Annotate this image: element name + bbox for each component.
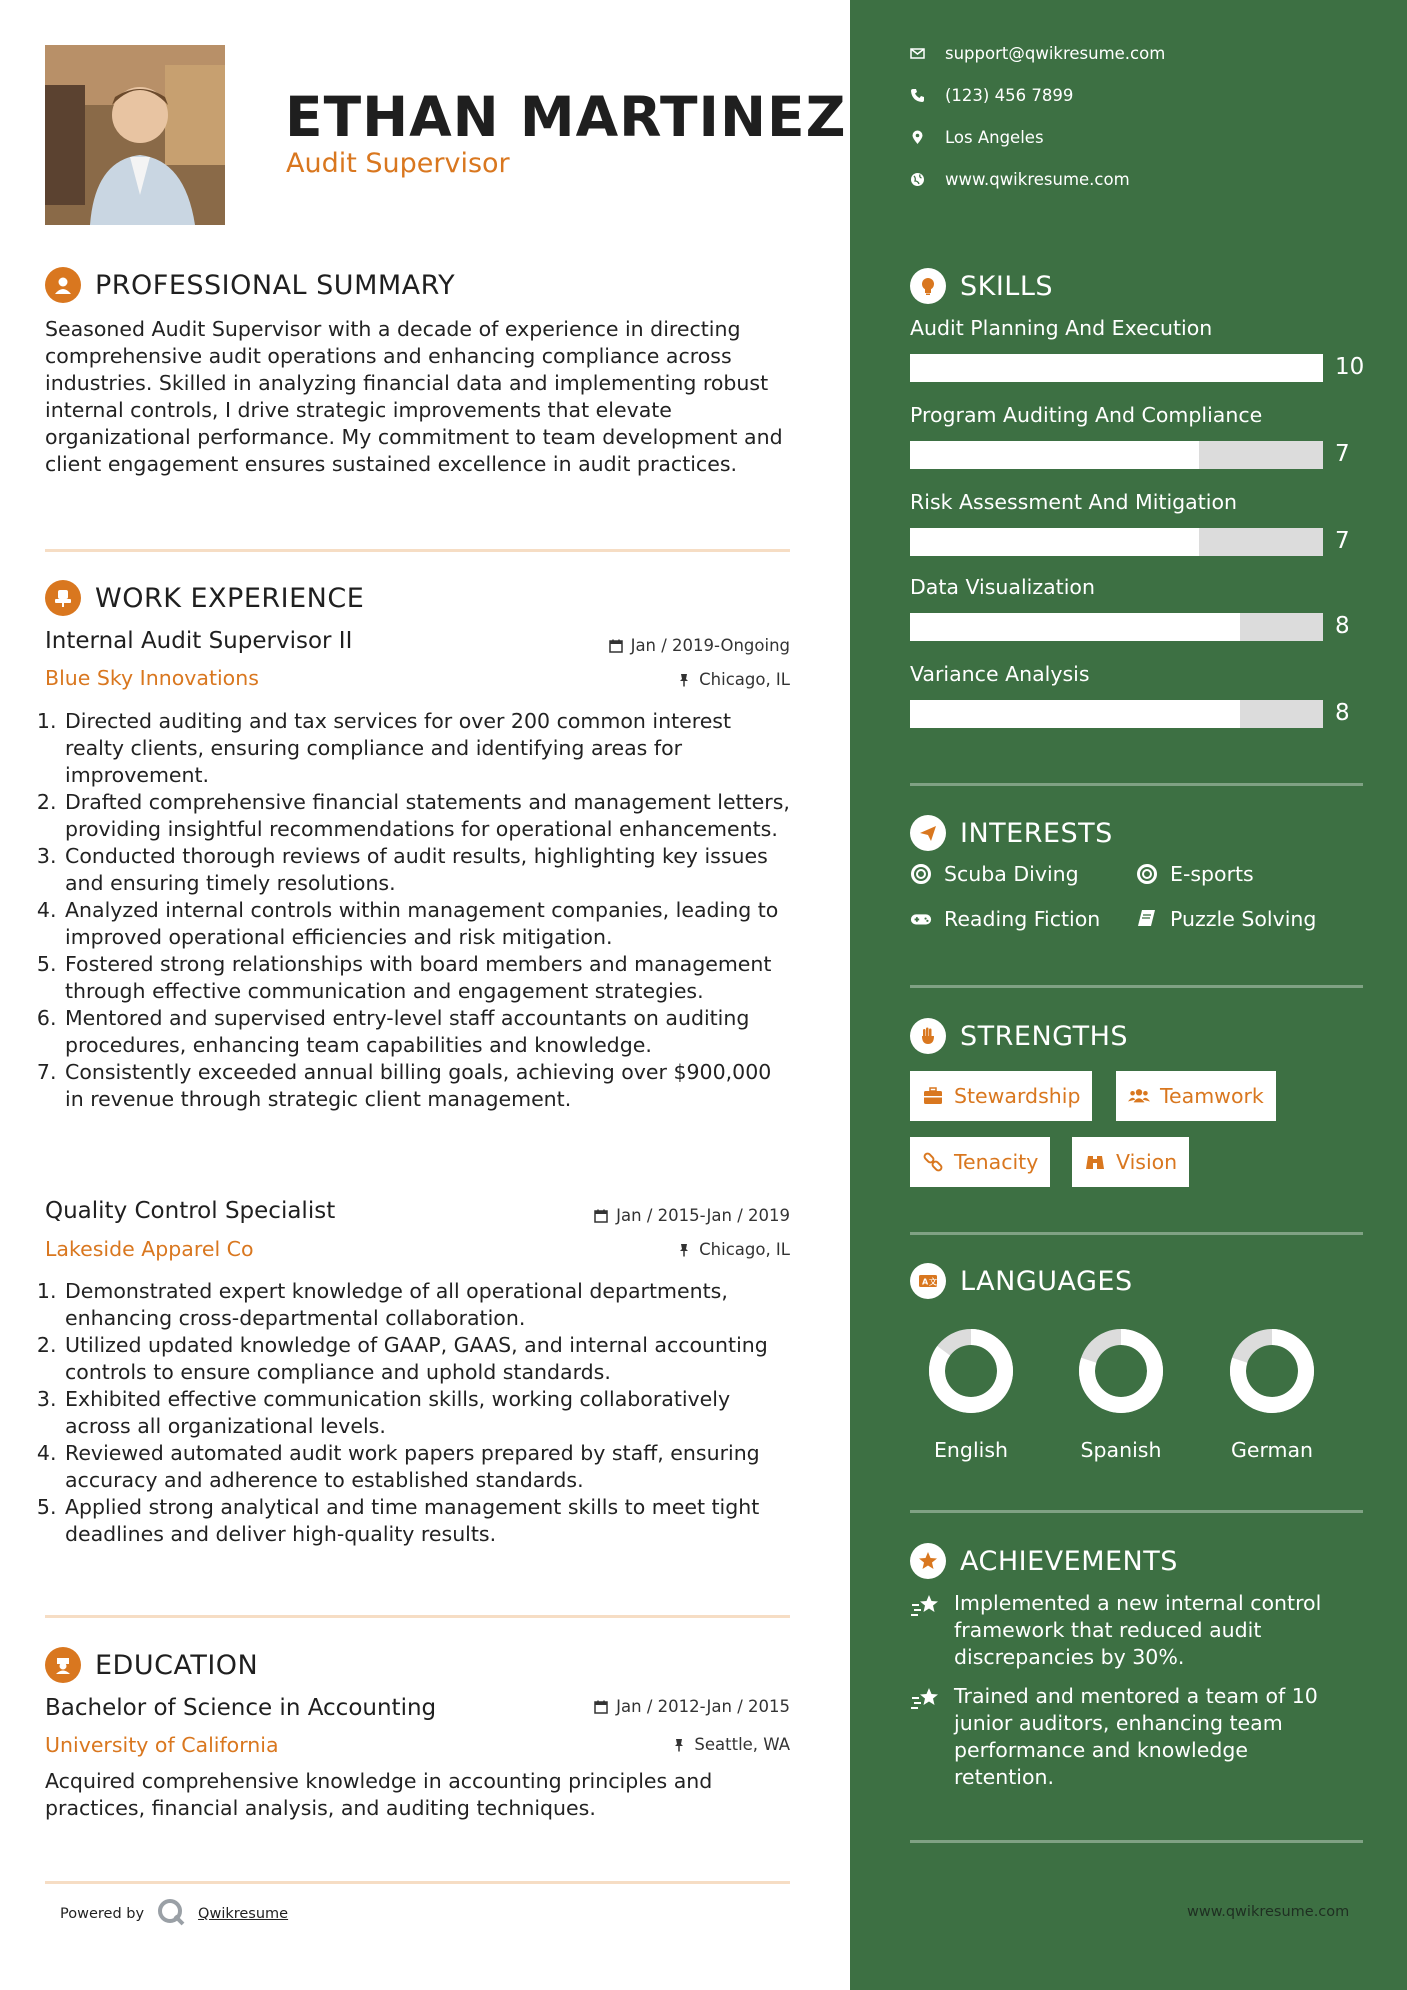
- lifebuoy-icon: [1136, 863, 1158, 885]
- briefcase-icon: [922, 1085, 944, 1107]
- section-title: ACHIEVEMENTS: [960, 1545, 1178, 1577]
- skill-bar: [910, 700, 1323, 728]
- skill-bar-fill: [910, 700, 1240, 728]
- interest-label: Reading Fiction: [944, 907, 1101, 931]
- list-item: 2. Drafted comprehensive financial statements and management letters, providing insightful recommendations for operational enhancements.: [63, 789, 790, 843]
- language-name: English: [933, 1438, 1009, 1462]
- education-description: Acquired comprehensive knowledge in accounting principles and practices, financial analysis, and auditing techniques.: [45, 1769, 713, 1820]
- strength-chip: [910, 1071, 1092, 1121]
- section-title: SKILLS: [960, 270, 1054, 302]
- strength-label: Stewardship: [954, 1084, 1081, 1108]
- skill-bar: [910, 354, 1323, 382]
- strength-chip: [1072, 1137, 1189, 1187]
- achievement-item: [910, 1683, 1350, 1791]
- language-ring: [928, 1328, 1014, 1414]
- lightbulb-icon: [910, 268, 946, 304]
- skill-bar-fill: [910, 354, 1323, 382]
- achievements-heading: [910, 1543, 1178, 1579]
- candidate-name: ETHAN MARTINEZ: [285, 85, 847, 149]
- job-bullets: [45, 1278, 790, 1548]
- skill-bar: [910, 613, 1323, 641]
- strength-chip: [910, 1137, 1050, 1187]
- list-item: 2. Utilized updated knowledge of GAAP, GAAS, and internal accounting controls to ensure compliance and uphold standards.: [63, 1332, 790, 1386]
- calendar-icon: [594, 1209, 608, 1223]
- location-text: Chicago, IL: [699, 670, 790, 689]
- skill-bar-fill: [910, 441, 1199, 469]
- qwikresume-logo-icon: [156, 1897, 186, 1931]
- job-dates: [594, 1206, 790, 1225]
- svg-text:A: A: [922, 1277, 929, 1287]
- date-range: Jan / 2015-Jan / 2019: [616, 1206, 790, 1225]
- shooting-star-icon: [910, 1593, 942, 1671]
- job-dates: [609, 636, 790, 655]
- phone-icon: [910, 88, 925, 103]
- powered-by-label: Powered by: [60, 1906, 145, 1922]
- contact-location: [910, 128, 1044, 147]
- envelope-icon: [910, 46, 925, 61]
- strength-chip: [1116, 1071, 1276, 1121]
- skill-level: 7: [1335, 441, 1350, 467]
- gamepad-icon: [910, 908, 932, 930]
- list-item: 5. Fostered strong relationships with board members and management through effective communication and engagement strategies.: [63, 951, 790, 1005]
- job-location: [677, 1240, 790, 1259]
- lifebuoy-icon: [910, 863, 932, 885]
- website-link[interactable]: www.qwikresume.com: [945, 170, 1130, 189]
- section-divider: [45, 1881, 790, 1884]
- list-item: 1. Directed auditing and tax services for over 200 common interest realty clients, ensuring compliance and identifying areas for improvement.: [63, 708, 790, 789]
- paper-plane-icon: [910, 815, 946, 851]
- interest-label: Puzzle Solving: [1170, 907, 1317, 931]
- skill-name: Audit Planning And Execution: [910, 316, 1213, 340]
- list-item: 3. Exhibited effective communication skills, working collaboratively across all organizational levels.: [63, 1386, 790, 1440]
- skill-level: 10: [1335, 354, 1365, 380]
- skill-bar-fill: [910, 613, 1240, 641]
- location-text: Seattle, WA: [694, 1735, 790, 1754]
- language-ring: [1078, 1328, 1164, 1414]
- section-title: WORK EXPERIENCE: [95, 582, 365, 614]
- skills-heading: [910, 268, 1053, 304]
- skill-bar-fill: [910, 528, 1199, 556]
- section-title: LANGUAGES: [960, 1265, 1133, 1297]
- language-item: [1197, 1328, 1347, 1462]
- education-location: [672, 1735, 790, 1754]
- phone-text: (123) 456 7899: [945, 86, 1074, 105]
- job-bullets: [45, 708, 790, 1113]
- interest-item: [910, 907, 1100, 931]
- strengths-heading: [910, 1018, 1128, 1054]
- contact-phone: [910, 86, 1073, 105]
- section-title: INTERESTS: [960, 817, 1113, 849]
- list-item: 3. Conducted thorough reviews of audit results, highlighting key issues and ensuring timely resolutions.: [63, 843, 790, 897]
- pin-icon: [677, 673, 691, 687]
- strength-label: Teamwork: [1160, 1084, 1264, 1108]
- interest-item: [1136, 907, 1316, 931]
- education-heading: [45, 1647, 258, 1683]
- language-name: German: [1230, 1438, 1314, 1462]
- brand-link[interactable]: Qwikresume: [198, 1906, 289, 1922]
- list-item: 4. Reviewed automated audit work papers prepared by staff, ensuring accuracy and adherence to established standards.: [63, 1440, 790, 1494]
- interest-label: Scuba Diving: [944, 862, 1079, 886]
- email-text: support@qwikresume.com: [945, 44, 1166, 63]
- section-title: EDUCATION: [95, 1649, 259, 1681]
- strength-label: Tenacity: [954, 1150, 1039, 1174]
- section-title: STRENGTHS: [960, 1020, 1129, 1052]
- date-range: Jan / 2019-Ongoing: [630, 636, 790, 655]
- hand-icon: [910, 1018, 946, 1054]
- pin-icon: [672, 1738, 686, 1752]
- skill-name: Variance Analysis: [910, 662, 1090, 686]
- company-name: Blue Sky Innovations: [45, 666, 259, 690]
- section-divider: [910, 1232, 1363, 1235]
- section-divider: [910, 1840, 1363, 1843]
- list-item: 6. Mentored and supervised entry-level staff accountants on auditing procedures, enhancing team capabilities and knowledge.: [63, 1005, 790, 1059]
- interests-heading: [910, 815, 1113, 851]
- strength-label: Vision: [1116, 1150, 1178, 1174]
- graduate-icon: [45, 1647, 81, 1683]
- experience-heading: [45, 580, 364, 616]
- interest-label: E-sports: [1170, 862, 1254, 886]
- profile-photo: [45, 45, 225, 225]
- skill-level: 7: [1335, 528, 1350, 554]
- section-divider: [910, 783, 1363, 786]
- calendar-icon: [609, 639, 623, 653]
- languages-heading: [910, 1263, 1133, 1299]
- location-text: Chicago, IL: [699, 1240, 790, 1259]
- star-icon: [910, 1543, 946, 1579]
- users-icon: [1128, 1085, 1150, 1107]
- list-item: 7. Consistently exceeded annual billing goals, achieving over $900,000 in revenue through strategic client management.: [63, 1059, 790, 1113]
- section-title: PROFESSIONAL SUMMARY: [95, 269, 456, 301]
- translate-icon: [910, 1263, 946, 1299]
- svg-text:文: 文: [929, 1277, 937, 1287]
- list-item: 1. Demonstrated expert knowledge of all operational departments, enhancing cross-departmental collaboration.: [63, 1278, 790, 1332]
- pin-icon: [677, 1243, 691, 1257]
- contact-email: [910, 44, 1165, 63]
- interest-item: [910, 862, 1079, 886]
- summary-text: Seasoned Audit Supervisor with a decade of experience in directing comprehensive audit operations and enhancing compliance across industries. Skilled in analyzing financial data and implementing robust internal controls, I drive strategic improvements that elevate organizational performance. My commitment to team development and client engagement ensures sustained excellence in audit practices.: [45, 317, 783, 476]
- summary-heading: [45, 267, 455, 303]
- link-icon: [922, 1151, 944, 1173]
- achievement-item: [910, 1590, 1350, 1671]
- footer-website[interactable]: www.qwikresume.com: [1187, 1904, 1350, 1920]
- skill-level: 8: [1335, 613, 1350, 639]
- powered-by: [60, 1897, 288, 1931]
- briefcase-icon: [45, 580, 81, 616]
- company-name: Lakeside Apparel Co: [45, 1237, 254, 1261]
- degree-title: Bachelor of Science in Accounting: [45, 1695, 437, 1721]
- list-item: 5. Applied strong analytical and time management skills to meet tight deadlines and deliver high-quality results.: [63, 1494, 790, 1548]
- achievement-text: Trained and mentored a team of 10 junior auditors, enhancing team performance and knowledge retention.: [954, 1684, 1318, 1789]
- language-item: [896, 1328, 1046, 1462]
- contact-website: [910, 170, 1130, 189]
- binoculars-icon: [1084, 1151, 1106, 1173]
- date-range: Jan / 2012-Jan / 2015: [616, 1697, 790, 1716]
- shooting-star-icon: [910, 1686, 942, 1791]
- location-text: Los Angeles: [945, 128, 1044, 147]
- language-name: Spanish: [1080, 1438, 1162, 1462]
- section-divider: [45, 1615, 790, 1618]
- education-dates: [594, 1697, 790, 1716]
- school-name: University of California: [45, 1733, 279, 1757]
- skill-name: Data Visualization: [910, 575, 1095, 599]
- user-icon: [45, 267, 81, 303]
- skill-level: 8: [1335, 700, 1350, 726]
- book-icon: [1136, 908, 1158, 930]
- section-divider: [910, 985, 1363, 988]
- language-item: [1046, 1328, 1196, 1462]
- job-location: [677, 670, 790, 689]
- section-divider: [45, 549, 790, 552]
- achievement-text: Implemented a new internal control framework that reduced audit discrepancies by 30%.: [954, 1591, 1322, 1669]
- calendar-icon: [594, 1700, 608, 1714]
- candidate-title: Audit Supervisor: [286, 148, 510, 179]
- skill-name: Risk Assessment And Mitigation: [910, 490, 1237, 514]
- skill-bar: [910, 528, 1323, 556]
- skill-name: Program Auditing And Compliance: [910, 403, 1263, 427]
- globe-icon: [910, 172, 925, 187]
- section-divider: [910, 1510, 1363, 1513]
- interest-item: [1136, 862, 1254, 886]
- job-title: Internal Audit Supervisor II: [45, 628, 353, 654]
- skill-bar: [910, 441, 1323, 469]
- list-item: 4. Analyzed internal controls within management companies, leading to improved operational efficiencies and risk mitigation.: [63, 897, 790, 951]
- map-marker-icon: [910, 130, 925, 145]
- language-ring: [1229, 1328, 1315, 1414]
- job-title: Quality Control Specialist: [45, 1198, 336, 1224]
